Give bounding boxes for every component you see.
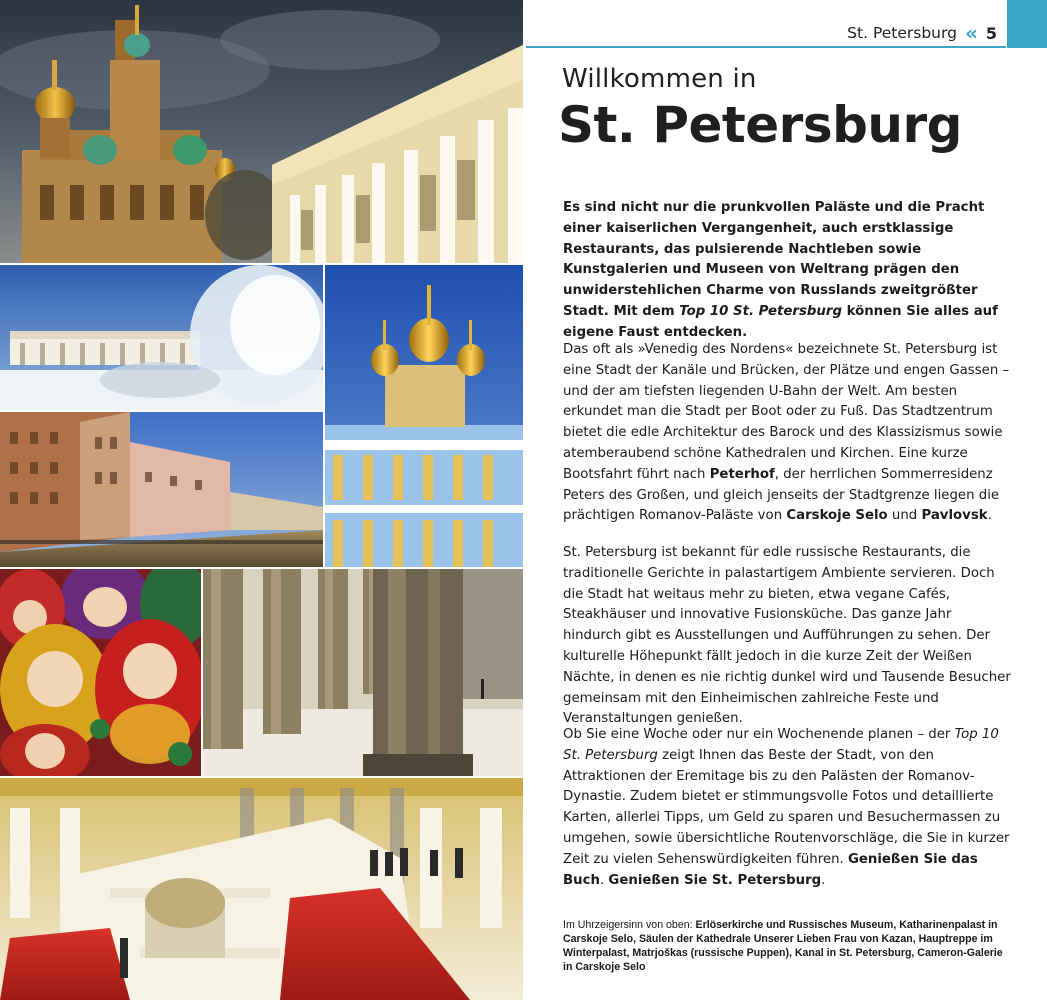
running-head-title: St. Petersburg — [847, 24, 957, 42]
photo-canal — [0, 412, 323, 567]
page-title-line1: Willkommen in — [562, 64, 757, 94]
photo-collage — [0, 0, 523, 1000]
lead-paragraph: Es sind nicht nur die prunkvollen Paläste und die Pracht einer kaiserlichen Vergangenheit, auch erstklassige Restaurants, das pulsierende Nachtleben sowie Kunstgalerien und Museen von Weltrang prägen den unwiderstehlichen Charme von Russlands zweitgrößter Stadt. Mit dem Top 10 St. Petersburg können Sie alles auf eigene Faust entdecken. — [563, 200, 998, 340]
photo-matryoshka-dolls — [0, 569, 201, 776]
photo-kazan-cathedral-columns — [203, 569, 523, 776]
body-paragraph-3: Ob Sie eine Woche oder nur ein Wochenende planen – der Top 10 St. Petersburg zeigt Ihnen das Beste der Stadt, von den Attraktionen der Eremitage bis zu den Palästen der Romanov-Dynastie. Zudem bietet er stimmungsvolle Fotos und detaillierte Karten, allerlei Tipps, um Geld zu sparen und Besuchermassen zu umgehen, sowie übersichtliche Routenvorschläge, die Sie in kurzer Zeit zu vielen Sehenswürdigkeiten führen. Genießen Sie das Buch. Genießen Sie St. Petersburg. — [563, 727, 1010, 888]
photo-winter-palace-staircase — [0, 778, 523, 1000]
chevron-left-icon: « — [964, 21, 978, 45]
photo-caption: Im Uhrzeigersinn von oben: Erlöserkirche und Russisches Museum, Katharinenpalast in Carskoje Selo, Säulen der Kathedrale Unserer Lieben Frau von Kazan, Hauptreppe im Winterpalast, Matrjoškas (russische Puppen), Kanal in St. Petersburg, Cameron-Galerie in Carskoje Selo — [563, 919, 1003, 973]
header-rule — [526, 46, 1006, 48]
body-paragraph-1: Das oft als »Venedig des Nordens« bezeichnete St. Petersburg ist eine Stadt der Kanäle und Brücken, der Plätze und engen Gassen – und der am tiefsten liegenden U-Bahn der Welt. Am besten erkundet man die Stadt per Boot oder zu Fuß. Das Stadtzentrum bietet die edle Architektur des Barock und des Klassizismus sowie atemberaubend schöne Kathedralen und Kirchen. Eine kurze Bootsfahrt führt nach Peterhof, der herrlichen Sommerresidenz Peters des Großen, und gleich jenseits der Stadtgrenze liegen die prächtigen Romanov-Paläste von Carskoje Selo und Pavlovsk. — [563, 342, 1010, 524]
photo-cameron-gallery-winter — [0, 265, 323, 410]
page-title-line2: St. Petersburg — [558, 96, 962, 154]
photo-catherine-palace — [325, 265, 523, 567]
header-accent-block — [1007, 0, 1047, 48]
body-paragraph-2: St. Petersburg ist bekannt für edle russische Restaurants, die traditionelle Gerichte in palastartigem Ambiente servieren. Doch die Stadt hat weitaus mehr zu bieten, etwa vegane Cafés, Steakhäuser und innovative Fusionsküche. Das ganze Jahr hindurch gibt es Ausstellungen und Aufführungen zu sehen. Der kulturelle Höhepunkt fällt jedoch in die kurze Zeit der Weißen Nächte, in denen es nie richtig dunkel wird und Tausende Besucher gemeinsam mit den Einheimischen zahlreiche Feste und Veranstaltungen genießen. — [563, 545, 1011, 727]
photo-church-of-savior-and-museum — [0, 0, 523, 263]
page-number: 5 — [985, 23, 997, 43]
running-head — [847, 22, 997, 44]
